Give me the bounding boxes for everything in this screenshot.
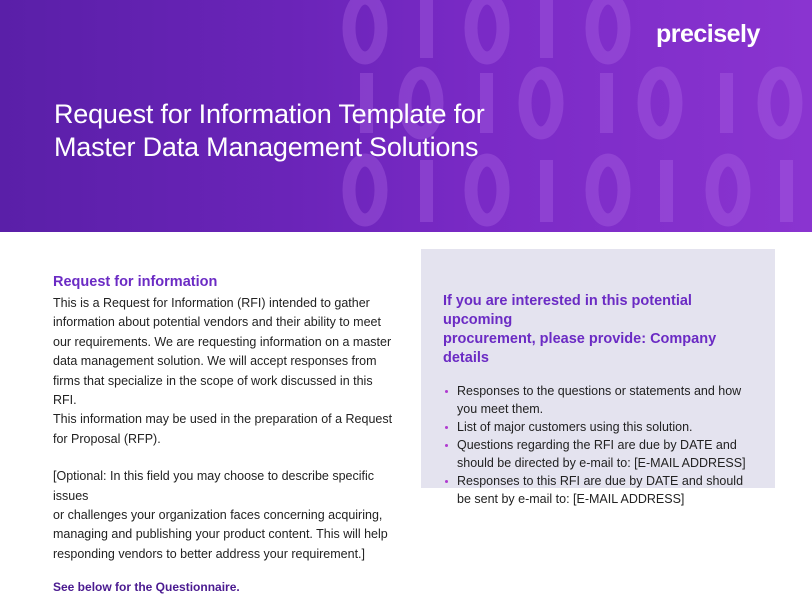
page-title [54, 98, 485, 164]
box-heading-line-2: procurement, please provide: Company details [443, 331, 717, 366]
box-heading [443, 292, 753, 368]
list-item: List of major customers using this solution. [443, 418, 753, 436]
requirements-list [443, 382, 753, 508]
intro-section [53, 272, 398, 594]
list-item: Responses to the questions or statements and how you meet them. [443, 382, 753, 418]
box-heading-line-1: If you are interested in this potential upcoming [443, 293, 692, 328]
intro-heading: Request for information [53, 274, 218, 290]
intro-paragraph: This is a Request for Information (RFI) intended to gather information about potential vendors and their ability to meet our requirements. We are requesting information on a master data management solution. We will accept responses from firms that specialize in the scope of work discussed in this RFI. This information may be used in the preparation of a Request for Proposal (RFP). [53, 296, 393, 446]
header-banner [0, 0, 812, 232]
optional-paragraph: [Optional: In this field you may choose to describe specific issues or challenges your organization faces concerning acquiring, managing and publishing your product content. This will help responding vendors to better address your requirement.] [53, 469, 388, 561]
precisely-logo: precisely [656, 20, 760, 48]
questionnaire-note: See below for the Questionnaire. [53, 580, 240, 594]
page-title-line-2: Master Data Management Solutions [54, 132, 479, 162]
page-title-line-1: Request for Information Template for [54, 99, 485, 129]
company-details-box [421, 249, 775, 506]
list-item: Responses to this RFI are due by DATE and should be sent by e-mail to: [E-MAIL ADDRESS] [443, 472, 753, 508]
list-item: Questions regarding the RFI are due by DATE and should be directed by e-mail to: [E-MAIL ADDRESS] [443, 436, 753, 472]
